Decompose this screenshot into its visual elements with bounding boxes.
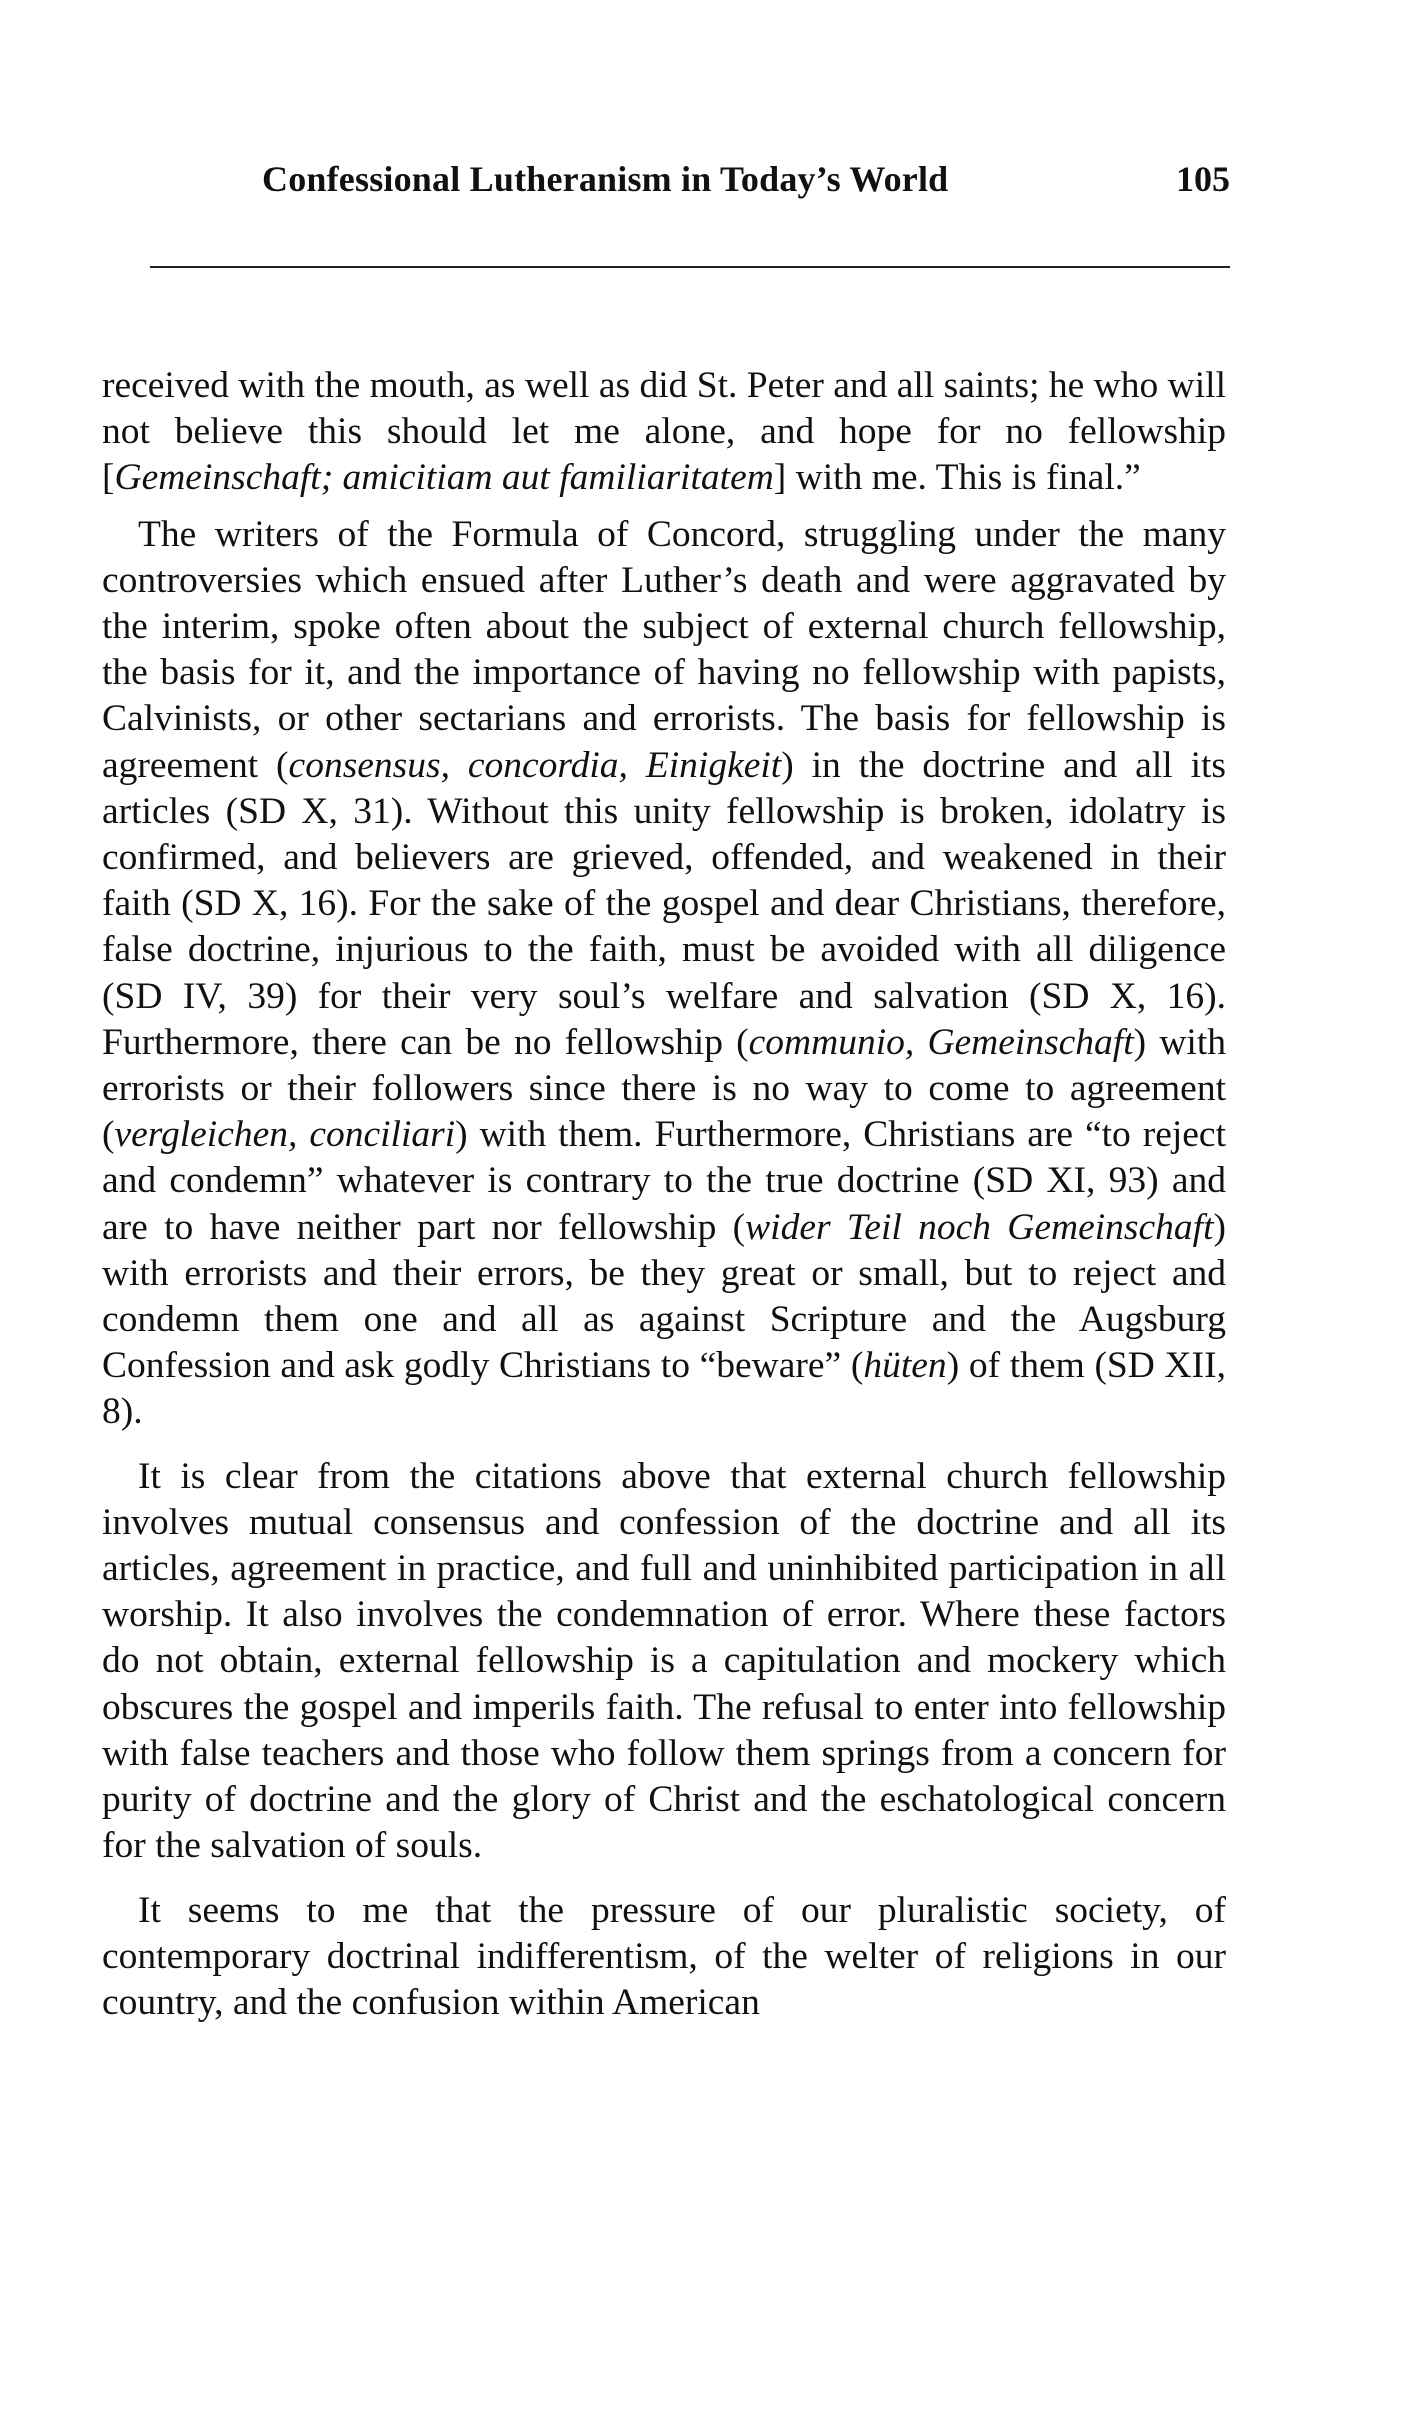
text-run: ) of them (SD XII, 8). — [102, 1345, 1226, 1433]
paragraph-1 — [102, 363, 1226, 502]
text-run: ) in the doctrine and all its articles (SD X, 31). Without this unity fellowship is broken, idolatry is confirmed, and believers are grieved, offended, and weakened in their faith (SD X, 16). For the sake of the gospel and dear Christians, therefore, false doctrine, injurious to the faith, must be avoided with all diligence (SD IV, 39) for their very soul’s welfare and salvation (SD X, 16). Furthermore, there can be no fellowship ( — [102, 744, 1226, 1063]
text-run: ) with errorists or their followers since there is no way to come to agreement ( — [102, 1021, 1227, 1156]
page-number: 105 — [1176, 159, 1230, 199]
running-title: Confessional Lutheranism in Today’s World — [262, 159, 949, 199]
italic-run: consensus, concordia, Einigkeit — [288, 744, 782, 786]
italic-run: hüten — [863, 1345, 947, 1387]
body-text — [102, 363, 1226, 2026]
text-run: It seems to me that the pressure of our pluralistic society, of contemporary doctrinal indifferentism, of the welter of religions in our country, and the confusion within American — [102, 1889, 1226, 2023]
text-run: The writers of the Formula of Concord, struggling under the many controversies which ensued after Luther’s death and were aggravated by the interim, spoke often about the subject of external church fellowship, the basis for it, and the importance of having no fellowship with papists, Calvinists, or other sectarians and errorists. The basis for fellowship is agreement ( — [102, 513, 1226, 786]
text-run: It is clear from the citations above that external church fellowship involves mutual consensus and confession of the doctrine and all its articles, agreement in practice, and full and uninhibited participation in all worship. It also involves the condemnation of error. Where these factors do not obtain, external fellowship is a capitulation and mockery which obscures the gospel and imperils faith. The refusal to enter into fellowship with false teachers and those who follow them springs from a concern for purity of doctrine and the glory of Christ and the eschatological concern for the salvation of souls. — [102, 1455, 1226, 1867]
italic-run: vergleichen, conciliari — [114, 1114, 456, 1156]
text-run: ) with errorists and their errors, be they great or small, but to reject and condemn them one and all as against Scripture and the Augsburg Confession and ask godly Christians to “beware” ( — [102, 1206, 1227, 1387]
italic-run: communio, Gemeinschaft — [748, 1021, 1134, 1063]
text-run: ) with them. Furthermore, Christians are “to reject and condemn” whatever is contrary to the true doctrine (SD XI, 93) and are to have neither part nor fellowship ( — [102, 1114, 1226, 1248]
text-run: received with the mouth, as well as did St. Peter and all saints; he who will not believe this should let me alone, and hope for no fellowship [ — [102, 365, 1226, 499]
running-header — [150, 158, 1230, 212]
header-rule — [150, 266, 1230, 268]
paragraph-4 — [102, 1888, 1226, 2027]
italic-run: Gemeinschaft; amicitiam aut familiaritatem — [114, 457, 774, 499]
paragraph-3 — [102, 1454, 1226, 1870]
text-run: ] with me. This is final.” — [773, 457, 1141, 499]
paragraph-2 — [102, 512, 1226, 1436]
italic-run: wider Teil noch Gemeinschaft — [745, 1206, 1214, 1248]
